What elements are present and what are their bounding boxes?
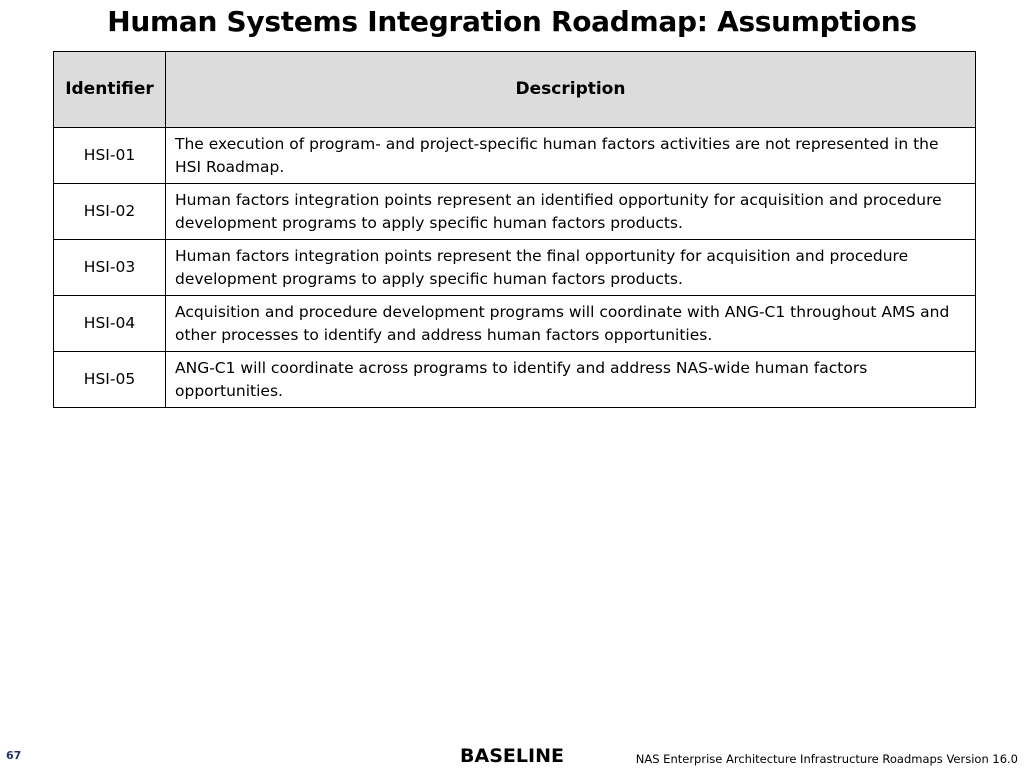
description-column-header: Description	[166, 52, 976, 128]
table-row	[54, 296, 976, 352]
table-row	[54, 128, 976, 184]
assumptions-table	[53, 51, 976, 408]
row-description: The execution of program- and project-specific human factors activities are not represented in the HSI Roadmap.	[166, 128, 976, 184]
row-description: Human factors integration points represent the final opportunity for acquisition and procedure development programs to apply specific human factors products.	[166, 240, 976, 296]
table-header-row	[54, 52, 976, 128]
table-row	[54, 352, 976, 408]
row-description: Human factors integration points represent an identified opportunity for acquisition and procedure development programs to apply specific human factors products.	[166, 184, 976, 240]
page-title: Human Systems Integration Roadmap: Assumptions	[107, 5, 917, 38]
row-identifier: HSI-02	[54, 184, 166, 240]
identifier-column-header: Identifier	[54, 52, 166, 128]
baseline-label: BASELINE	[460, 745, 564, 767]
row-identifier: HSI-05	[54, 352, 166, 408]
row-identifier: HSI-01	[54, 128, 166, 184]
row-identifier: HSI-03	[54, 240, 166, 296]
row-description: ANG-C1 will coordinate across programs to identify and address NAS-wide human factors opportunities.	[166, 352, 976, 408]
row-identifier: HSI-04	[54, 296, 166, 352]
row-description: Acquisition and procedure development programs will coordinate with ANG-C1 throughout AMS and other processes to identify and address human factors opportunities.	[166, 296, 976, 352]
table-row	[54, 240, 976, 296]
document-version: NAS Enterprise Architecture Infrastructure Roadmaps Version 16.0	[635, 752, 1018, 766]
table-row	[54, 184, 976, 240]
page-number: 67	[6, 749, 22, 762]
